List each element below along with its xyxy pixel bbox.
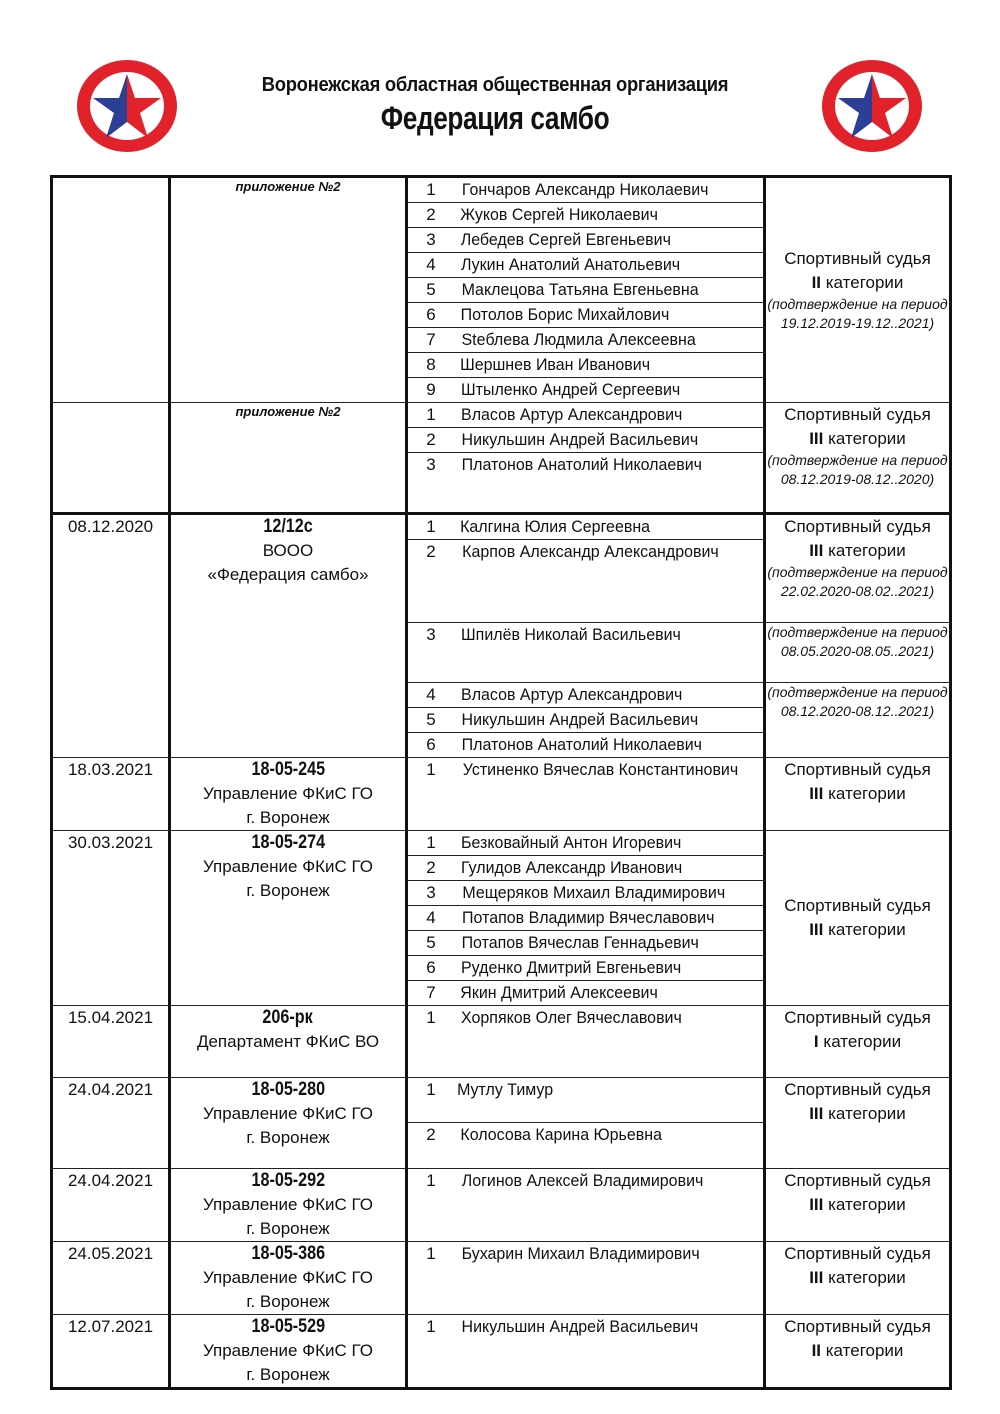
order-date-cell — [52, 1169, 170, 1242]
judge-name-cell — [407, 1169, 765, 1242]
judge-name: Калгина Юлия Сергеевна — [460, 517, 651, 536]
order-date-cell — [52, 1006, 170, 1078]
judge-category-cell — [765, 514, 951, 623]
judge-title: Спортивный судья — [784, 1244, 931, 1263]
issuing-authority-line: «Федерация самбо» — [207, 565, 369, 584]
judge-name-cell — [407, 353, 765, 378]
issuing-authority-line: Департамент ФКиС ВО — [196, 1032, 380, 1051]
table-row — [52, 831, 951, 856]
appendix-label: приложение №2 — [235, 404, 341, 419]
category-roman-numeral: II — [811, 273, 822, 292]
category-word: категории — [828, 1104, 906, 1123]
category-roman-numeral: III — [809, 784, 824, 803]
judge-number: 1 — [426, 1008, 436, 1027]
table-row — [52, 758, 951, 831]
order-document-cell — [170, 1006, 407, 1078]
judge-name: Бухарин Михаил Владимирович — [461, 1244, 700, 1263]
order-number: 18-05-386 — [251, 1243, 325, 1264]
category-roman-numeral: III — [809, 1268, 824, 1287]
judge-number: 2 — [426, 858, 436, 877]
judge-category-cell — [765, 1078, 951, 1169]
judge-number: 1 — [426, 833, 436, 852]
category-word: категории — [828, 541, 906, 560]
category-word: категории — [828, 429, 906, 448]
category-roman-numeral: I — [813, 1032, 819, 1051]
order-document-cell — [170, 514, 407, 758]
order-date-cell — [52, 1078, 170, 1169]
judge-name: Хорпяков Олег Вячеславович — [461, 1008, 682, 1027]
judge-name-cell — [407, 981, 765, 1006]
table-row — [52, 514, 951, 540]
judge-name: Steблева Людмила Алексеевна — [461, 330, 696, 349]
category-roman-numeral: III — [809, 429, 824, 448]
table-row — [52, 1006, 951, 1078]
judge-name: Лукин Анатолий Анатольевич — [460, 255, 681, 274]
judge-number: 2 — [426, 430, 436, 449]
judge-number: 1 — [426, 1080, 436, 1099]
confirmation-period-note: (подтверждение на период 22.02.2020-08.02..2021) — [767, 564, 948, 599]
judge-number: 6 — [426, 305, 436, 324]
category-word: категории — [828, 784, 906, 803]
category-word: категории — [828, 1268, 906, 1287]
judge-name-cell — [407, 831, 765, 856]
judge-name: Потолов Борис Михайлович — [460, 305, 670, 324]
judge-number: 3 — [426, 883, 436, 902]
confirmation-period-note: (подтверждение на период 08.05.2020-08.05..2021) — [767, 624, 948, 659]
order-date: 30.03.2021 — [67, 833, 154, 852]
issuing-authority-line: Управление ФКиС ГО — [202, 784, 374, 803]
issuing-authority-line: Управление ФКиС ГО — [202, 1104, 374, 1123]
judge-number: 4 — [426, 255, 436, 274]
table-row — [52, 1078, 951, 1123]
judge-name-cell — [407, 303, 765, 328]
judges-table — [50, 175, 952, 1390]
judge-title: Спортивный судья — [784, 517, 931, 536]
category-roman-numeral: III — [809, 920, 824, 939]
judge-category-cell — [765, 177, 951, 403]
order-document-cell — [170, 1169, 407, 1242]
category-word: категории — [828, 920, 906, 939]
judge-name-cell — [407, 1078, 765, 1123]
judge-number: 1 — [426, 517, 436, 536]
issuing-authority-line: Управление ФКиС ГО — [202, 857, 374, 876]
order-document-cell — [170, 1078, 407, 1169]
order-number: 18-05-245 — [251, 759, 325, 780]
document-title: Федерация самбо — [380, 100, 610, 136]
order-date-cell — [52, 403, 170, 514]
order-number: 18-05-292 — [251, 1170, 325, 1191]
judge-name-cell — [407, 1242, 765, 1315]
judge-title: Спортивный судья — [784, 896, 931, 915]
confirmation-period-note: (подтверждение на период 08.12.2020-08.12..2021) — [767, 684, 948, 719]
judge-name: Гончаров Александр Николаевич — [461, 180, 709, 199]
issuing-authority-line: г. Воронеж — [246, 1219, 330, 1238]
judge-number: 6 — [426, 735, 436, 754]
judge-title: Спортивный судья — [784, 249, 931, 268]
judge-title: Спортивный судья — [784, 760, 931, 779]
judge-number: 2 — [426, 205, 436, 224]
order-number: 18-05-274 — [251, 832, 325, 853]
judge-number: 5 — [426, 933, 436, 952]
judge-name-cell — [407, 708, 765, 733]
judge-name-cell — [407, 540, 765, 623]
judge-title: Спортивный судья — [784, 1080, 931, 1099]
judge-title: Спортивный судья — [784, 1171, 931, 1190]
order-document-cell — [170, 403, 407, 514]
judge-name-cell — [407, 378, 765, 403]
judge-number: 3 — [426, 455, 436, 474]
order-date-cell — [52, 514, 170, 758]
judge-name-cell — [407, 403, 765, 428]
judge-name: Потапов Владимир Вячеславович — [462, 908, 715, 927]
table-row — [52, 1315, 951, 1389]
judge-name-cell — [407, 203, 765, 228]
order-date: 08.12.2020 — [67, 517, 154, 536]
category-word: категории — [825, 1341, 904, 1360]
order-number: 206-рк — [262, 1007, 314, 1028]
order-date-cell — [52, 1242, 170, 1315]
order-date: 15.04.2021 — [67, 1008, 154, 1027]
judge-name-cell — [407, 278, 765, 303]
judge-name-cell — [407, 906, 765, 931]
order-date-cell — [52, 1315, 170, 1389]
judge-name: Никульшин Андрей Васильевич — [461, 710, 699, 729]
judge-name: Маклецова Татьяна Евгеньевна — [461, 280, 699, 299]
judge-name: Безковайный Антон Игоревич — [461, 833, 682, 852]
judge-name-cell — [407, 453, 765, 514]
judge-name: Платонов Анатолий Николаевич — [461, 735, 703, 754]
order-document-cell — [170, 831, 407, 1006]
judge-name-cell — [407, 1006, 765, 1078]
issuing-authority-line: г. Воронеж — [246, 1292, 330, 1311]
category-roman-numeral: II — [811, 1341, 822, 1360]
judge-name-cell — [407, 931, 765, 956]
judge-name-cell — [407, 1315, 765, 1389]
judge-name: Колосова Карина Юрьевна — [460, 1125, 662, 1144]
judge-name-cell — [407, 881, 765, 906]
issuing-authority-line: г. Воронеж — [246, 881, 330, 900]
judge-category-cell — [765, 831, 951, 1006]
order-document-cell — [170, 758, 407, 831]
issuing-authority-line: Управление ФКиС ГО — [202, 1341, 374, 1360]
judge-number: 3 — [426, 625, 436, 644]
judge-number: 9 — [426, 380, 436, 399]
judge-number: 5 — [426, 710, 436, 729]
category-word: категории — [823, 1032, 902, 1051]
judge-number: 2 — [426, 542, 436, 561]
category-word: категории — [825, 273, 904, 292]
judge-category-cell — [765, 1315, 951, 1389]
judge-name: Мещеряков Михаил Владимирович — [462, 883, 726, 902]
judge-name: Жуков Сергей Николаевич — [460, 205, 658, 224]
judge-category-cell — [765, 1169, 951, 1242]
judge-category-cell — [765, 623, 951, 683]
order-document-cell — [170, 177, 407, 403]
order-date: 24.04.2021 — [67, 1080, 154, 1099]
judge-title: Спортивный судья — [784, 1317, 931, 1336]
judge-name-cell — [407, 683, 765, 708]
judge-name-cell — [407, 253, 765, 278]
table-row — [52, 403, 951, 428]
judge-category-cell — [765, 1006, 951, 1078]
issuing-authority-line: Управление ФКиС ГО — [202, 1268, 374, 1287]
table-row — [52, 177, 951, 203]
judge-number: 1 — [426, 1317, 436, 1336]
judge-category-cell — [765, 758, 951, 831]
issuing-authority-line: г. Воронеж — [246, 808, 330, 827]
judge-name: Никульшин Андрей Васильевич — [461, 1317, 699, 1336]
judge-number: 7 — [426, 330, 436, 349]
judge-category-cell — [765, 1242, 951, 1315]
category-roman-numeral: III — [809, 1195, 824, 1214]
judge-number: 4 — [426, 685, 436, 704]
issuing-authority-line: Управление ФКиС ГО — [202, 1195, 374, 1214]
judge-name: Руденко Дмитрий Евгеньевич — [461, 958, 682, 977]
judge-number: 8 — [426, 355, 436, 374]
judge-name: Гулидов Александр Иванович — [461, 858, 683, 877]
table-row — [52, 1242, 951, 1315]
judge-name-cell — [407, 177, 765, 203]
judge-name: Власов Артур Александрович — [461, 685, 683, 704]
judge-name: Лебедев Сергей Евгеньевич — [460, 230, 671, 249]
judge-name: Платонов Анатолий Николаевич — [461, 455, 703, 474]
judge-name: Мутлу Тимур — [457, 1080, 554, 1099]
judge-number: 1 — [426, 405, 436, 424]
order-date: 18.03.2021 — [67, 760, 154, 779]
judge-number: 7 — [426, 983, 436, 1002]
order-number: 18-05-529 — [251, 1316, 325, 1337]
judge-name-cell — [407, 1123, 765, 1169]
issuing-authority-line: г. Воронеж — [246, 1365, 330, 1384]
judge-title: Спортивный судья — [784, 1008, 931, 1027]
judge-number: 1 — [426, 1244, 436, 1263]
judge-name: Устиненко Вячеслав Константинович — [462, 760, 739, 779]
judge-name-cell — [407, 514, 765, 540]
judge-number: 3 — [426, 230, 436, 249]
order-date: 24.04.2021 — [67, 1171, 154, 1190]
order-number: 12/12с — [263, 516, 313, 537]
order-document-cell — [170, 1315, 407, 1389]
confirmation-period-note: (подтверждение на период 08.12.2019-08.12..2020) — [767, 452, 948, 487]
judge-name: Власов Артур Александрович — [461, 405, 683, 424]
judge-name: Никульшин Андрей Васильевич — [461, 430, 699, 449]
judge-number: 5 — [426, 280, 436, 299]
order-date: 12.07.2021 — [67, 1317, 154, 1336]
judge-number: 1 — [426, 180, 436, 199]
order-number: 18-05-280 — [251, 1079, 325, 1100]
judge-name-cell — [407, 623, 765, 683]
judge-number: 6 — [426, 958, 436, 977]
category-word: категории — [828, 1195, 906, 1214]
judge-category-cell — [765, 403, 951, 514]
order-date: 24.05.2021 — [67, 1244, 154, 1263]
judge-name: Штыленко Андрей Сергеевич — [460, 380, 681, 399]
judge-name: Якин Дмитрий Алексеевич — [460, 983, 658, 1002]
judge-name-cell — [407, 733, 765, 758]
issuing-authority-line: ВООО — [262, 541, 314, 560]
judge-number: 1 — [426, 760, 436, 779]
appendix-label: приложение №2 — [235, 179, 341, 194]
issuing-authority-line: г. Воронеж — [246, 1128, 330, 1147]
judge-category-cell — [765, 683, 951, 758]
judge-title: Спортивный судья — [784, 405, 931, 424]
judge-name-cell — [407, 956, 765, 981]
judge-number: 2 — [426, 1125, 436, 1144]
judge-name: Потапов Вячеслав Геннадьевич — [461, 933, 699, 952]
judge-number: 1 — [426, 1171, 436, 1190]
category-roman-numeral: III — [809, 541, 824, 560]
order-date-cell — [52, 177, 170, 403]
judge-name: Шершнев Иван Иванович — [460, 355, 651, 374]
table-row — [52, 1169, 951, 1242]
judge-name-cell — [407, 428, 765, 453]
judge-name-cell — [407, 758, 765, 831]
judge-name-cell — [407, 856, 765, 881]
organization-name: Воронежская областная общественная организация — [261, 74, 729, 96]
judge-name: Логинов Алексей Владимирович — [461, 1171, 704, 1190]
judge-name-cell — [407, 228, 765, 253]
order-date-cell — [52, 758, 170, 831]
confirmation-period-note: (подтверждение на период 19.12.2019-19.12..2021) — [767, 296, 948, 331]
category-roman-numeral: III — [809, 1104, 824, 1123]
judge-name: Карпов Александр Александрович — [462, 542, 719, 561]
order-date-cell — [52, 831, 170, 1006]
judge-name: Шпилёв Николай Васильевич — [461, 625, 681, 644]
judge-name-cell — [407, 328, 765, 353]
order-document-cell — [170, 1242, 407, 1315]
judge-number: 4 — [426, 908, 436, 927]
